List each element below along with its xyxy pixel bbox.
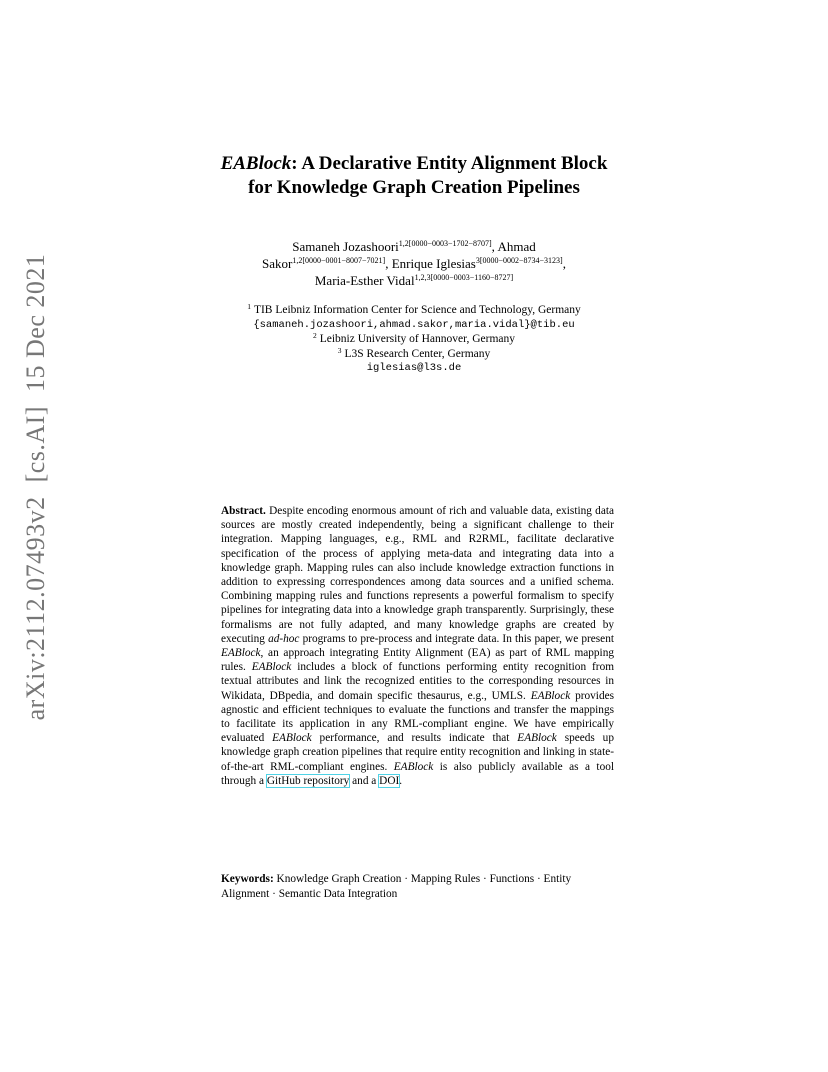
abstract-tool-name: EABlock <box>517 732 557 745</box>
author-name: Maria-Esther Vidal <box>314 273 415 288</box>
affiliation-3 <box>180 347 648 362</box>
arxiv-id: arXiv:2112.07493v2 <box>21 496 50 721</box>
paper-title <box>150 152 678 200</box>
author-orcid: 1,2[0000−0001−8007−7021] <box>292 256 386 265</box>
abstract-label: Abstract. <box>221 505 266 517</box>
author-list <box>190 238 638 289</box>
affiliation-marker: 3 <box>337 345 342 355</box>
title-tool-name: EABlock <box>220 153 292 174</box>
abstract-text: . <box>399 774 403 787</box>
author-name: Ahmad <box>497 239 536 254</box>
arxiv-category: [cs.AI] <box>21 405 50 483</box>
abstract-tool-name: EABlock <box>393 760 434 773</box>
author-line-3 <box>190 272 638 289</box>
abstract <box>221 504 614 788</box>
author-orcid: 3[0000−0002−8734−3123] <box>475 256 563 265</box>
affiliation-marker: 2 <box>312 331 317 340</box>
author-orcid: 1,2,3[0000−0003−1160−8727] <box>414 273 514 282</box>
abstract-tool-name: EABlock <box>221 647 261 660</box>
keywords-label: Keywords: <box>221 873 274 885</box>
keywords-text: Knowledge Graph Creation · Mapping Rules · Functions · Entity Alignment · Semantic Data Integration <box>221 873 572 900</box>
author-name: Enrique Iglesias <box>391 256 476 271</box>
abstract-text: provides agnostic and efficient techniques to evaluate the functions and transfer the mappings to facilitate its application in any RML-compliant engine. We have empirically evaluated <box>221 689 615 745</box>
abstract-text: Despite encoding enormous amount of rich and valuable data, existing data sources are mostly created independently, being a significant challenge to their integration. Mapping languages, e.g., RML and R2RML, facilitate declarative specification of the process of applying meta-data and integrating data into a knowledge graph. Mapping rules can also include knowledge extraction functions in addition to expressing correspondences among data sources and a unified schema. Combining mapping rules and functions represents a powerful formalism to specify pipelines for integrating data into a knowledge graph transparently. Surprisingly, these formalisms are not fully adapted, and many knowledge graphs are created by executing <box>221 505 614 645</box>
abstract-text: and a <box>349 774 380 787</box>
github-repository-link[interactable]: GitHub repository <box>266 774 350 787</box>
author-name: Sakor <box>262 256 293 271</box>
abstract-text: is also publicly available as a tool through a <box>221 760 614 787</box>
author-orcid: 1,2[0000−0003−1702−8707] <box>398 239 492 248</box>
arxiv-stamp <box>21 240 51 721</box>
affiliation-2 <box>180 332 648 347</box>
affiliation-text: L3S Research Center, Germany <box>344 347 491 360</box>
author-line-2: Sakor$^{1,2[0000-0001-8007-7021]}$, Enrique Iglesias$^{3[0000-0002-8734-3123]}$, <box>262 256 566 271</box>
affiliation-email-3: iglesias@l3s.de <box>366 362 462 374</box>
affiliation-text: TIB Leibniz Information Center for Science and Technology, Germany <box>253 304 581 316</box>
abstract-text: programs to pre-process and integrate data. In this paper, we present <box>299 632 614 645</box>
author-name: Samaneh Jozashoori <box>292 239 399 254</box>
title-line-1-rest: : A Declarative Entity Alignment Block <box>291 153 608 174</box>
abstract-tool-name: EABlock <box>530 689 571 702</box>
arxiv-date: 15 Dec 2021 <box>21 253 50 392</box>
affiliation-email-1: {samaneh.jozashoori,ahmad.sakor,maria.vidal}@tib.eu <box>253 318 575 331</box>
author-line-1: Samaneh Jozashoori$^{1,2[0000-0003-1702-8707]}$, Ahmad <box>292 239 536 254</box>
abstract-emphasis: ad-hoc <box>268 632 300 645</box>
affiliations <box>180 303 648 376</box>
abstract-tool-name: EABlock <box>251 661 292 674</box>
keywords <box>221 872 614 901</box>
abstract-text: performance, and results indicate that <box>311 732 518 745</box>
affiliation-text: Leibniz University of Hannover, Germany <box>319 333 516 345</box>
affiliation-marker: 1 <box>247 302 251 311</box>
abstract-tool-name: EABlock <box>272 732 312 745</box>
title-line-1 <box>150 152 678 176</box>
affiliation-1 <box>180 303 648 318</box>
abstract-text: speeds up knowledge graph creation pipelines that require entity recognition and linking in state-of-the-art RML-compliant engines. <box>221 732 614 773</box>
doi-link[interactable]: DOI <box>379 774 400 787</box>
abstract-text: , an approach integrating Entity Alignment (EA) as part of RML mapping rules. <box>221 647 614 674</box>
abstract-text: includes a block of functions performing entity recognition from textual attributes and link the recognized entities to the corresponding resources in Wikidata, DBpedia, and domain specific thesaurus, e.g., UMLS. <box>221 661 615 702</box>
title-line-2: for Knowledge Graph Creation Pipelines <box>248 177 580 198</box>
